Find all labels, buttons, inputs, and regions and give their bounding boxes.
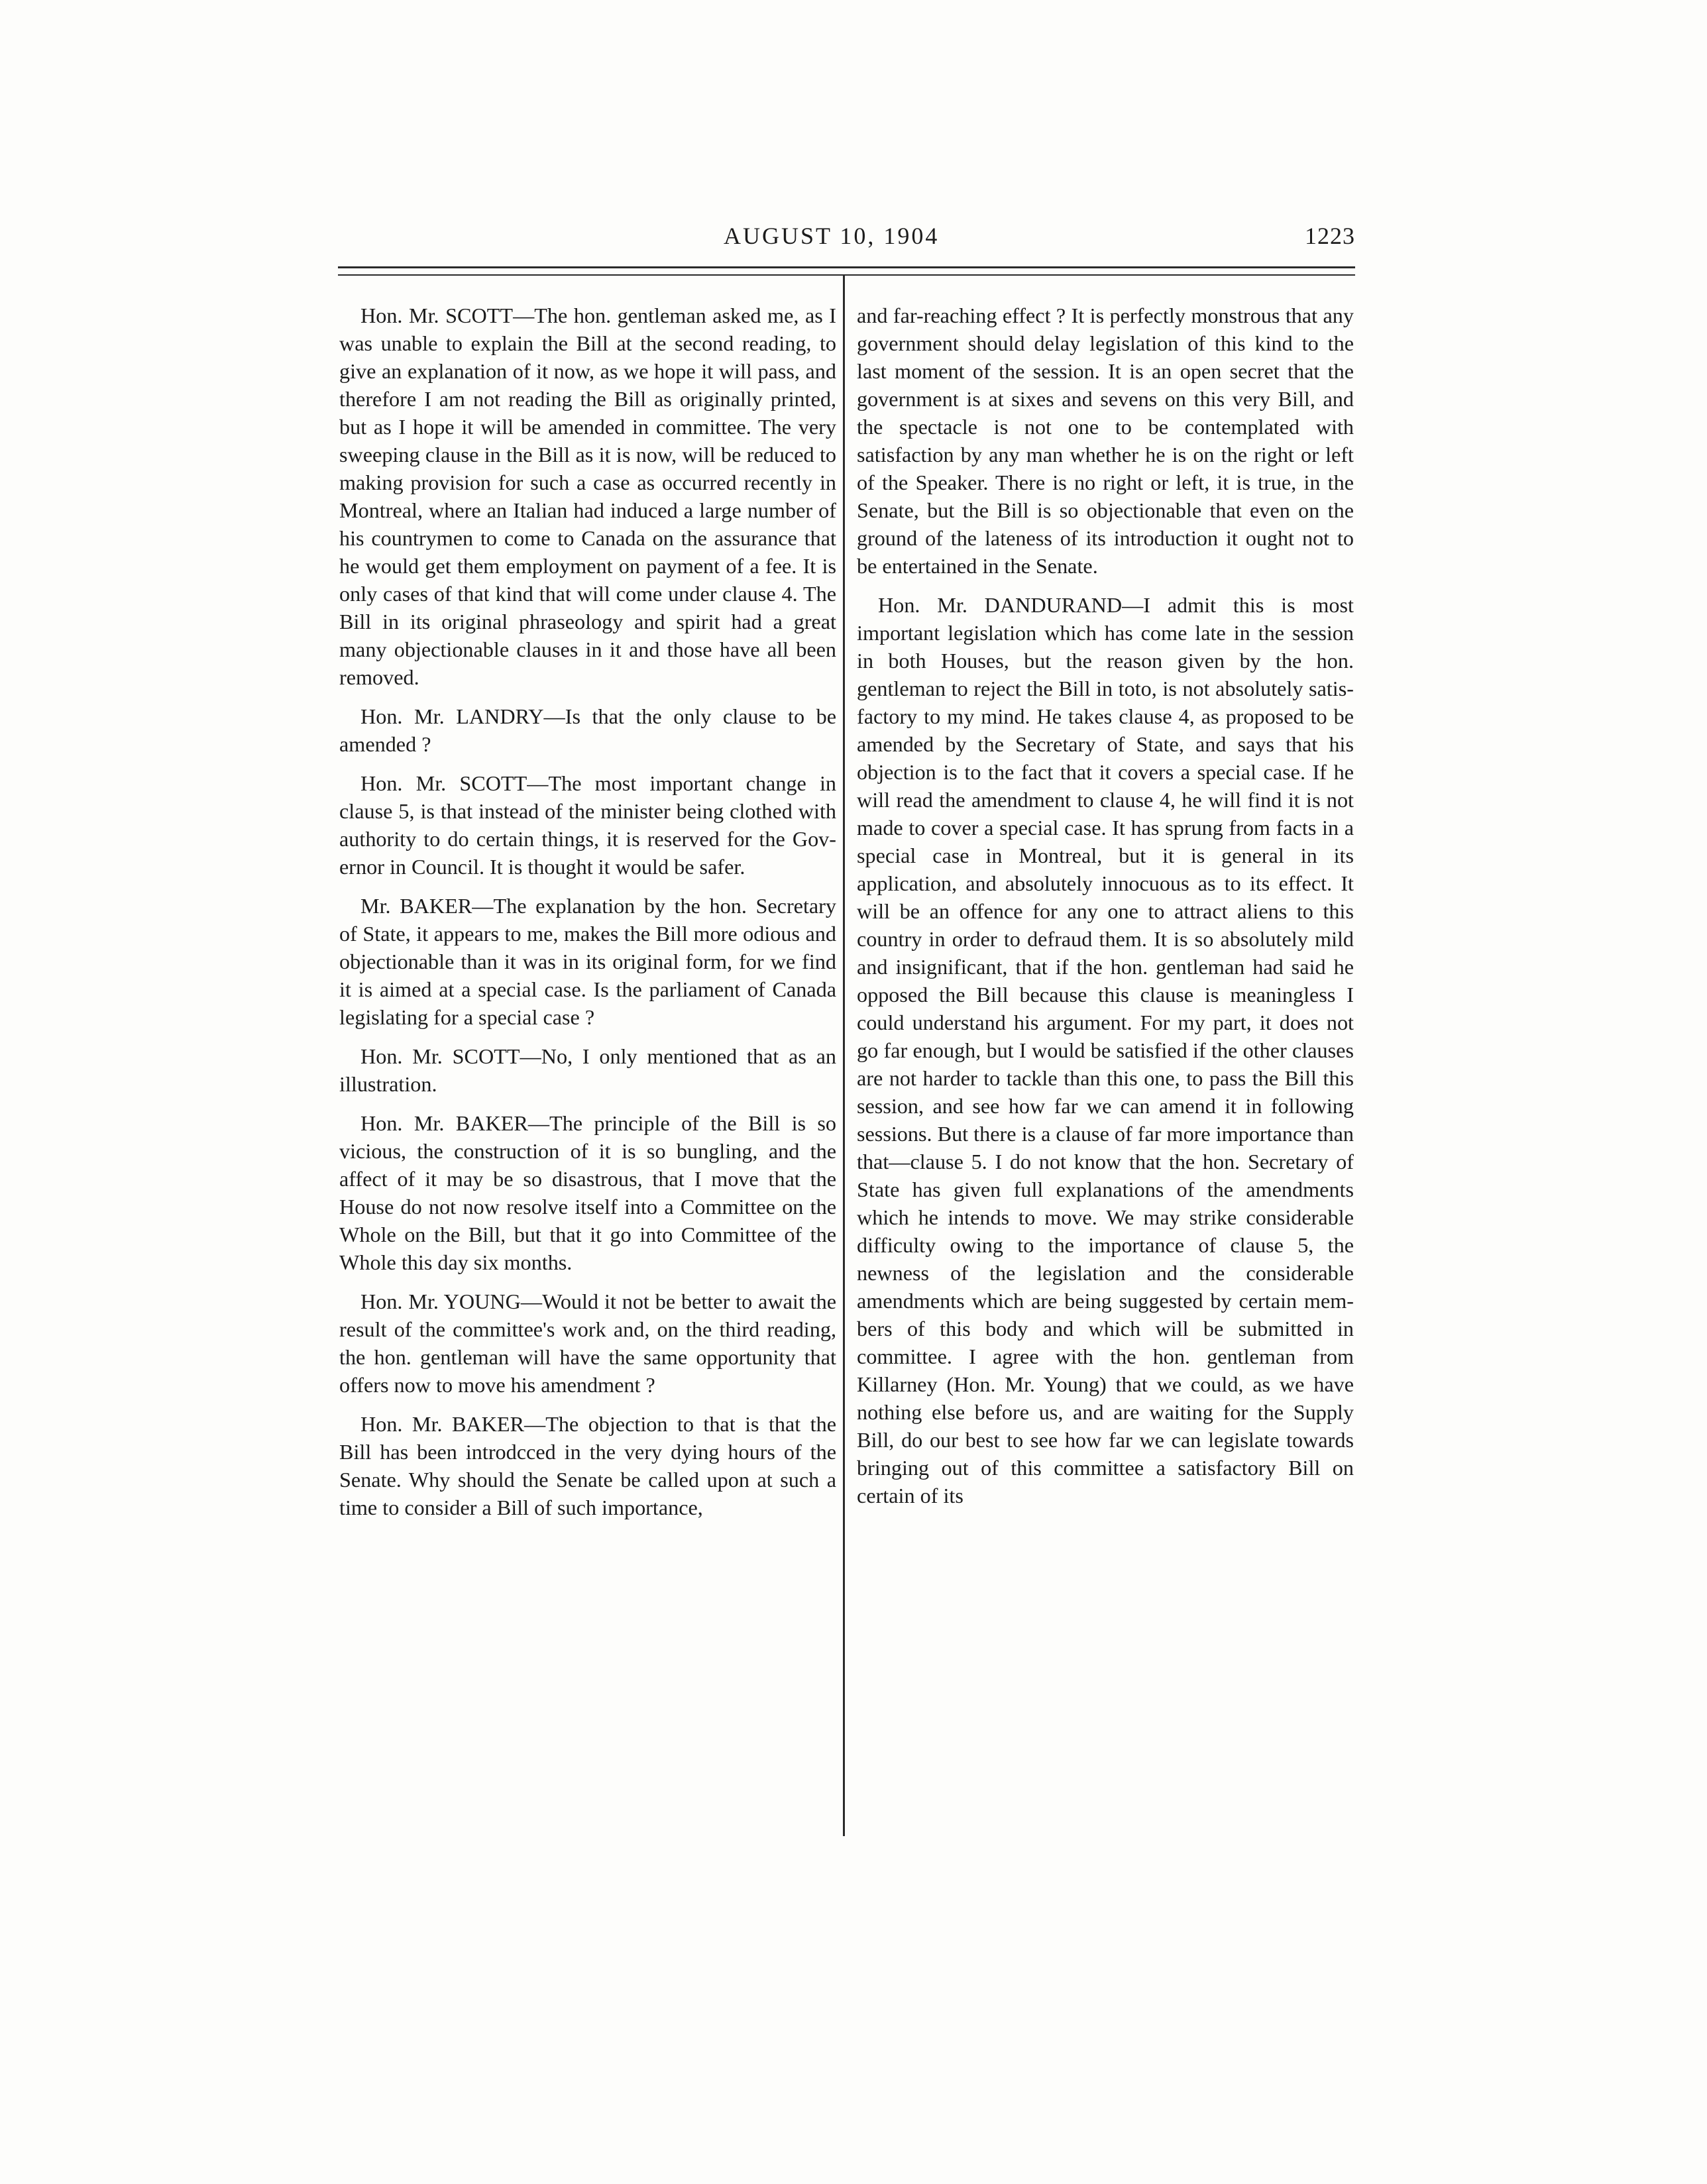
header-rule-top — [338, 266, 1355, 268]
right-column — [857, 301, 1354, 1521]
page-header — [331, 222, 1355, 255]
header-date: AUGUST 10, 1904 — [724, 223, 940, 249]
paragraph-baker-reply: Hon. Mr. BAKER—The objection to that is that the Bill has been introdcced in the very dying hours of the Senate. Why should the Senate be called upon at such a time to consider a Bill of such importance, — [339, 1412, 836, 1519]
paragraph-scott-explanation: Hon. Mr. SCOTT—The hon. gentleman asked me, as I was unable to explain the Bill at the second reading, to give an explanation of it now, as we hope it will pass, and therefore I am not reading the Bill as originally printed, but as I hope it will be amended in committee. The very sweeping clause in the Bill as it is now, will be reduced to making provision for such a case as occurred recently in Montreal, where an Italian had induced a large number of his countrymen to come to Canada on the assurance that he would get them employment on payment of a fee. It is only cases of that kind that will come under clause 4. The Bill in its original phraseology and spirit had a great many objectionable clauses in it and those have all been removed. — [339, 303, 836, 689]
paragraph-young-question: Hon. Mr. YOUNG—Would it not be better to await the result of the committee's work and, on the third reading, the hon. gentleman will have the same opportunity that offers now to move his amendment ? — [339, 1289, 836, 1397]
paragraph-baker-continued: and far-reaching effect ? It is perfectly monstrous that any government should delay legislation of this kind to the last moment of the session. It is an open secret that the government is at sixes and sevens on this very Bill, and the spectacle is not one to be contemplated with satisfaction by any man whether he is on the right or left of the Speaker. There is no right or left, it is true, in the Senate, but the Bill is so objectionable that even on the ground of the lateness of its introduction it ought not to be entertained in the Senate. — [857, 303, 1354, 578]
header-rule-bottom — [338, 274, 1355, 276]
paragraph-baker-motion: Hon. Mr. BAKER—The principle of the Bill is so vicious, the construction of it is so bungling, and the affect of it may be so disastrous, that I move that the House do not now resolve itself into a Committee on the Whole on the Bill, but that it go into Committee of the Whole this day six months. — [339, 1111, 836, 1274]
paragraph-baker-objection: Mr. BAKER—The explanation by the hon. Secretary of State, it appears to me, makes the Bill more odious and objectionable than it was in its original form, for we find it is aimed at a special case. Is the parliament of Canada legislating for a special case ? — [339, 894, 836, 1029]
column-divider — [843, 276, 845, 1836]
paragraph-dandurand-remarks: Hon. Mr. DANDURAND—I admit this is most important legislation which has come late in the session in both Houses, but the reason given by the hon. gentleman to reject the Bill in toto, is not absolutely satisfactory to my mind. He takes clause 4, as proposed to be amended by the Secretary of State, and says that his objection is to the fact that it covers a special case. If he will read the amendment to clause 4, he will find it is not made to cover a special case. It has sprung from facts in a special case in Montreal, but it is general in its application, and absolutely innocuous as to its effect. It will be an offence for any one to attract aliens to this country in order to defraud them. It is so absolutely mild and insignificant, that if the hon. gentleman had said he opposed the Bill because this clause is meaningless I could understand his argument. For my part, it does not go far enough, but I would be satisfied if the other clauses are not harder to tackle than this one, to pass the Bill this session, and see how far we can amend it in following sessions. But there is a clause of far more importance than that—clause 5. I do not know that the hon. Secretary of State has given full explanations of the amendments which he intends to move. We may strike considerable difficulty owing to the importance of clause 5, the newness of the legislation and the considerable amendments which are being suggested by certain members of this body and which will be submitted in committee. I agree with the hon. gentleman from Killarney (Hon. Mr. Young) that we could, as we have nothing else before us, and are waiting for the Supply Bill, do our best to see how far we can legislate towards bringing out of this committee a satisfactory Bill on certain of its — [857, 593, 1354, 1507]
paragraph-landry-question: Hon. Mr. LANDRY—Is that the only clause to be amended ? — [339, 704, 836, 756]
paragraph-scott-illustration: Hon. Mr. SCOTT—No, I only mentioned that as an illustration. — [339, 1044, 836, 1096]
paragraph-scott-clause-5: Hon. Mr. SCOTT—The most important change in clause 5, is that instead of the minister being clothed with authority to do certain things, it is reserved for the Governor in Council. It is thought it would be safer. — [339, 771, 836, 879]
page-number: 1223 — [1305, 223, 1355, 249]
left-column — [339, 301, 836, 1533]
